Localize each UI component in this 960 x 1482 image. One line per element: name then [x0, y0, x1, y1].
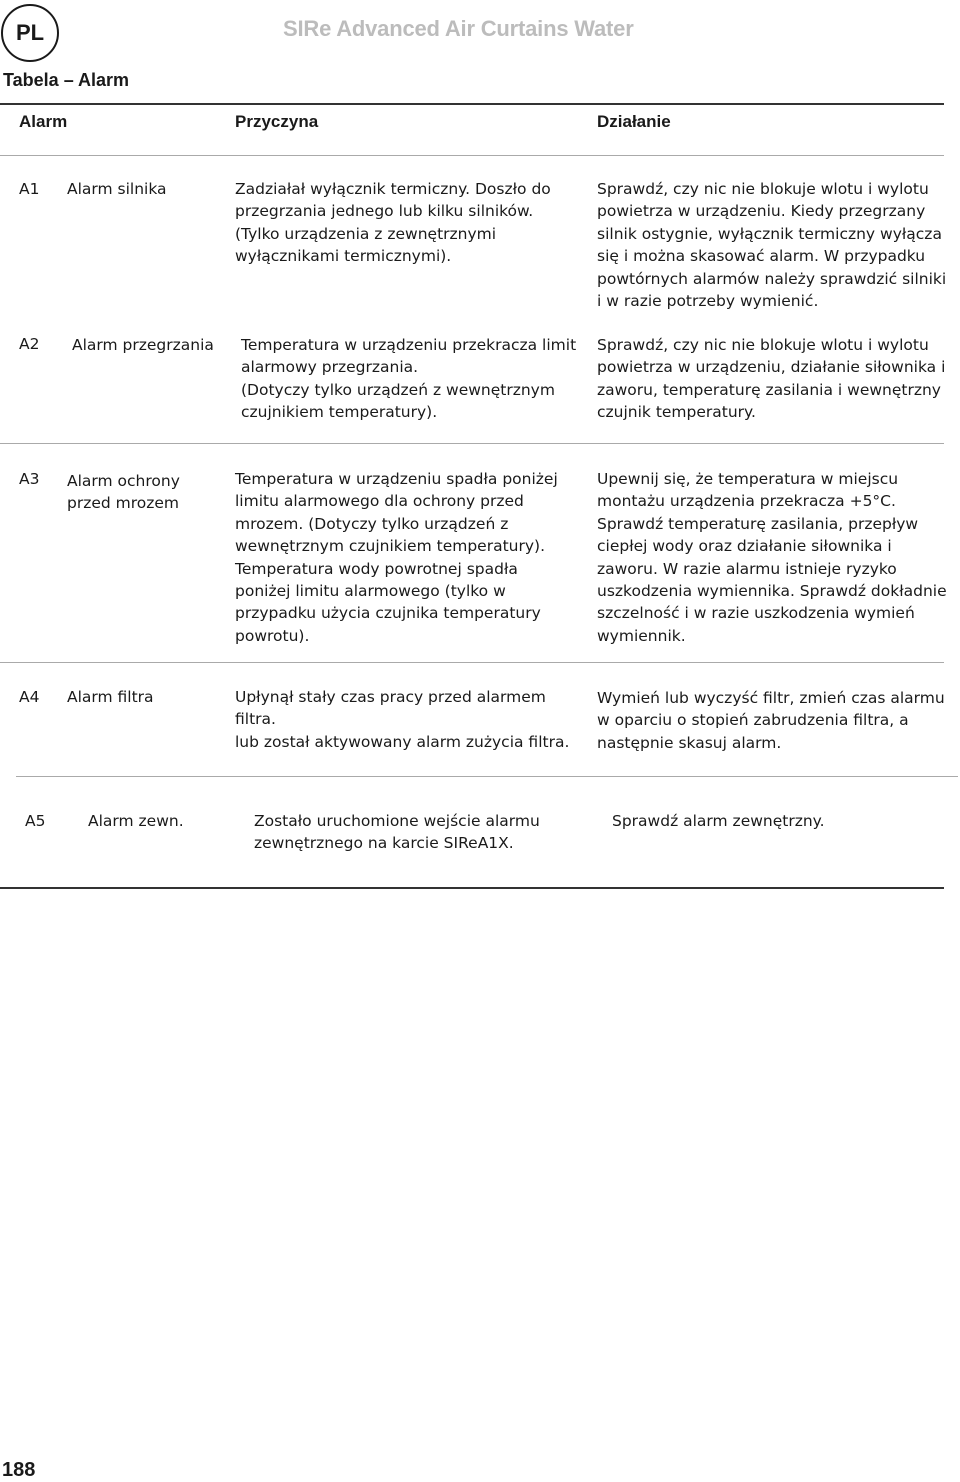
alarm-cause: Temperatura w urządzeniu spadła poniżej limitu alarmowego dla ochrony przed mrozem. (Dotyczy tylko urządzeń z wewnętrznym czujnikiem temperatury). Temperatura wody powrotnej spadła poniżej limitu alarmowego (tylko w przypadku użycia czujnika temperatury powrotu). — [235, 470, 558, 645]
page-number: 188 — [2, 1459, 36, 1481]
alarm-name: Alarm ochrony przed mrozem — [67, 472, 180, 513]
document-title: SIRe Advanced Air Curtains Water — [283, 16, 634, 41]
column-header-alarm: Alarm — [19, 112, 68, 131]
row-divider — [0, 662, 944, 663]
row-divider — [0, 443, 944, 444]
alarm-action: Upewnij się, że temperatura w miejscu montażu urządzenia przekracza +5°C. Sprawdź temperaturę zasilania, przepływ ciepłej wody oraz działanie siłownika i zaworu. W razie alarmu istnieje ryzyko uszkodzenia wymiennika. Sprawdź dokładnie szczelność i w razie uszkodzenia wymień wymiennik. — [597, 470, 947, 645]
alarm-code: A1 — [19, 180, 40, 198]
alarm-name: Alarm zewn. — [88, 812, 184, 830]
column-header-cause: Przyczyna — [235, 112, 319, 131]
alarm-name: Alarm przegrzania — [72, 336, 214, 354]
alarm-code: A4 — [19, 688, 40, 706]
alarm-cause: Zostało uruchomione wejście alarmu zewnętrznego na karcie SIReA1X. — [254, 812, 540, 853]
language-badge: PL — [1, 4, 59, 62]
row-divider — [16, 776, 958, 777]
alarm-action: Wymień lub wyczyść filtr, zmień czas alarmu w oparciu o stopień zabrudzenia filtra, a następnie skasuj alarm. — [597, 689, 945, 752]
alarm-code: A3 — [19, 470, 40, 488]
alarm-cause: Temperatura w urządzeniu przekracza limit alarmowy przegrzania. (Dotyczy tylko urządzeń z wewnętrznym czujnikiem temperatury). — [241, 336, 577, 422]
column-header-action: Działanie — [597, 112, 671, 131]
alarm-action: Sprawdź alarm zewnętrzny. — [612, 812, 825, 830]
alarm-code: A2 — [19, 335, 40, 353]
alarm-action: Sprawdź, czy nic nie blokuje wlotu i wylotu powietrza w urządzeniu, działanie siłownika i zaworu, temperaturę zasilania i wewnętrzny czujnik temperatury. — [597, 336, 946, 422]
table-top-rule — [0, 103, 944, 105]
table-bottom-rule — [0, 887, 944, 889]
table-caption: Tabela – Alarm — [3, 70, 130, 90]
alarm-name: Alarm silnika — [67, 180, 167, 198]
alarm-cause: Upłynął stały czas pracy przed alarmem filtra. lub został aktywowany alarm zużycia filtra. — [235, 688, 570, 751]
alarm-code: A5 — [25, 812, 46, 830]
alarm-name: Alarm filtra — [67, 688, 154, 706]
alarm-action: Sprawdź, czy nic nie blokuje wlotu i wylotu powietrza w urządzeniu. Kiedy przegrzany silnik ostygnie, wyłącznik termiczny wyłącza się i można skasować alarm. W przypadku powtórnych alarmów należy sprawdzić silniki i w razie potrzeby wymienić. — [597, 180, 947, 311]
header-divider — [0, 155, 944, 156]
alarm-cause: Zadziałał wyłącznik termiczny. Doszło do przegrzania jednego lub kilku silników. (Tylko urządzenia z zewnętrznymi wyłącznikami termicznymi). — [235, 180, 551, 266]
